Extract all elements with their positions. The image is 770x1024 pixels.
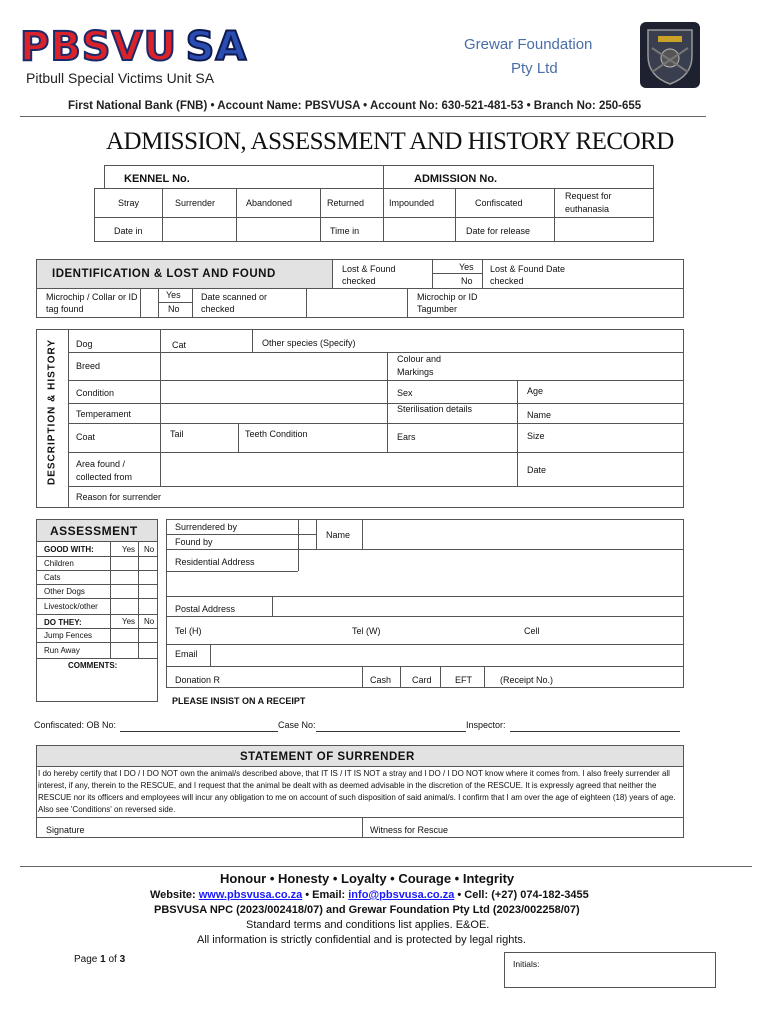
foundation-pty: Pty Ltd bbox=[511, 60, 558, 77]
bank-details: First National Bank (FNB) • Account Name: PBSVUSA • Account No: 630-521-481-53 • Branch No: 250-655 bbox=[68, 100, 642, 112]
surrender-name-label: Name bbox=[326, 530, 351, 540]
receipt-no-label: (Receipt No.) bbox=[500, 675, 554, 685]
type-confiscated[interactable]: Confiscated bbox=[475, 198, 523, 208]
type-request-euthanasia[interactable]: Request for euthanasia bbox=[565, 191, 612, 214]
ident-heading: IDENTIFICATION & LOST AND FOUND bbox=[52, 268, 276, 280]
signature-label: Signature bbox=[46, 825, 85, 835]
tel-h-label: Tel (H) bbox=[175, 626, 202, 636]
date-in-label: Date in bbox=[114, 226, 143, 236]
initials-box[interactable] bbox=[504, 952, 716, 988]
name-label: Name bbox=[527, 410, 552, 420]
mc-no[interactable]: No bbox=[168, 304, 180, 314]
logo bbox=[20, 24, 280, 88]
inspector-label: Inspector: bbox=[466, 720, 506, 730]
motto: Honour • Honesty • Loyalty • Courage • Integrity bbox=[220, 871, 515, 886]
header-divider bbox=[20, 116, 706, 117]
page-number: Page 1 of 3 bbox=[74, 954, 126, 965]
good-children: Children bbox=[44, 559, 74, 568]
do-run-away: Run Away bbox=[44, 646, 80, 655]
do-jump-fences: Jump Fences bbox=[44, 631, 93, 640]
breed-label: Breed bbox=[76, 361, 101, 371]
good-no: No bbox=[144, 545, 155, 554]
area-found-label: Area found / collected from bbox=[76, 459, 133, 482]
foundation-name: Grewar Foundation bbox=[464, 36, 593, 53]
type-impounded[interactable]: Impounded bbox=[389, 198, 435, 208]
statement-heading: STATEMENT OF SURRENDER bbox=[240, 751, 415, 763]
assessment-heading: ASSESSMENT bbox=[50, 524, 138, 538]
tel-w-label: Tel (W) bbox=[352, 626, 381, 636]
microchip-number-label: Microchip or ID Tagumber bbox=[417, 292, 478, 314]
terms: Standard terms and conditions list applies. E&OE. bbox=[246, 919, 490, 931]
lost-found-date-label: Lost & Found Date checked bbox=[490, 264, 566, 286]
tail-label: Tail bbox=[170, 429, 184, 439]
found-by-label: Found by bbox=[175, 537, 213, 547]
size-label: Size bbox=[527, 431, 545, 441]
donation-card[interactable]: Card bbox=[412, 675, 432, 685]
crest-icon bbox=[640, 22, 700, 88]
admission-no-label: ADMISSION No. bbox=[414, 173, 498, 185]
other-species-label: Other species (Specify) bbox=[262, 338, 356, 348]
good-yes: Yes bbox=[122, 545, 136, 554]
email-label: Email bbox=[175, 649, 198, 659]
do-yes: Yes bbox=[122, 617, 136, 626]
type-returned[interactable]: Returned bbox=[327, 198, 365, 208]
witness-label: Witness for Rescue bbox=[370, 825, 449, 835]
date-release-label: Date for release bbox=[466, 226, 531, 236]
sterilisation-label: Sterilisation details bbox=[397, 404, 473, 414]
time-in-label: Time in bbox=[330, 226, 360, 236]
initials-label: Initials: bbox=[513, 959, 540, 969]
microchip-collar-label: Microchip / Collar or ID tag found bbox=[46, 292, 138, 314]
donation-cash[interactable]: Cash bbox=[370, 675, 392, 685]
lf-yes[interactable]: Yes bbox=[459, 262, 474, 272]
lf-no[interactable]: No bbox=[461, 276, 473, 286]
good-other-dogs: Other Dogs bbox=[44, 587, 85, 596]
condition-label: Condition bbox=[76, 388, 115, 398]
date-label: Date bbox=[527, 465, 547, 475]
description-side-label: DESCRIPTION & HISTORY bbox=[46, 338, 58, 486]
surrendered-by-label: Surrendered by bbox=[175, 522, 238, 532]
age-label: Age bbox=[527, 386, 544, 396]
comments-label: COMMENTS: bbox=[68, 661, 118, 670]
postal-label: Postal Address bbox=[175, 604, 236, 614]
cell-label: Cell bbox=[524, 626, 540, 636]
lost-found-checked-label: Lost & Found checked bbox=[342, 264, 396, 286]
colour-label: Colour and Markings bbox=[397, 354, 442, 377]
ob-no-label: Confiscated: OB No: bbox=[34, 720, 117, 730]
confidential: All information is strictly confidential and is protected by legal rights. bbox=[197, 934, 526, 946]
temperament-label: Temperament bbox=[76, 409, 132, 419]
case-no-label: Case No: bbox=[278, 720, 316, 730]
residential-label: Residential Address bbox=[175, 557, 255, 567]
contact-line: Website: www.pbsvusa.co.za • Email: info@pbsvusa.co.za • Cell: (+27) 074-182-3455 bbox=[150, 889, 589, 901]
donation-eft[interactable]: EFT bbox=[455, 675, 472, 685]
donation-label: Donation R bbox=[175, 675, 221, 685]
logo-main: PBSVU bbox=[20, 24, 178, 70]
logo-subtitle: Pitbull Special Victims Unit SA bbox=[26, 70, 215, 86]
type-abandoned[interactable]: Abandoned bbox=[246, 198, 293, 208]
good-cats: Cats bbox=[44, 573, 61, 582]
date-scanned-label: Date scanned or checked bbox=[201, 292, 268, 314]
dog-label: Dog bbox=[76, 339, 93, 349]
website-link[interactable]: www.pbsvusa.co.za bbox=[198, 889, 303, 901]
type-stray[interactable]: Stray bbox=[118, 198, 140, 208]
mc-yes[interactable]: Yes bbox=[166, 290, 181, 300]
page-title: ADMISSION, ASSESSMENT AND HISTORY RECORD bbox=[106, 128, 674, 155]
email-link[interactable]: info@pbsvusa.co.za bbox=[348, 889, 455, 901]
footer-divider bbox=[20, 866, 752, 867]
logo-sa: SA bbox=[185, 24, 248, 70]
insist-receipt: PLEASE INSIST ON A RECEIPT bbox=[172, 696, 306, 706]
statement-text: I do hereby certify that I DO / I DO NOT own the animal/s described above, that IT IS / IT IS NOT a stray and I DO / I DO NOT know where it comes from. I also freely surrender all interest, if any, therein to the RESCUE, and I request that the animal be dealt with as deemed advisable in the discretion of the RESCUE. It is expressly agreed that neither the RESCUE nor its officers and employees will incur any obligation to me on account of such disposition of said animal/s. I confirm that I am over the age of eighteen (18) years of age. Also see 'Conditions' on reversed side. bbox=[38, 769, 676, 814]
type-surrender[interactable]: Surrender bbox=[175, 198, 216, 208]
cat-label: Cat bbox=[172, 340, 187, 350]
sex-label: Sex bbox=[397, 388, 413, 398]
coat-label: Coat bbox=[76, 432, 96, 442]
registration: PBSVUSA NPC (2023/002418/07) and Grewar Foundation Pty Ltd (2023/002258/07) bbox=[154, 904, 580, 916]
good-livestock: Livestock/other bbox=[44, 602, 98, 611]
teeth-label: Teeth Condition bbox=[245, 429, 308, 439]
do-they-label: DO THEY: bbox=[44, 618, 82, 627]
ears-label: Ears bbox=[397, 432, 416, 442]
good-with-label: GOOD WITH: bbox=[44, 545, 94, 554]
do-no: No bbox=[144, 617, 155, 626]
reason-label: Reason for surrender bbox=[76, 492, 162, 502]
kennel-no-label: KENNEL No. bbox=[124, 173, 190, 185]
